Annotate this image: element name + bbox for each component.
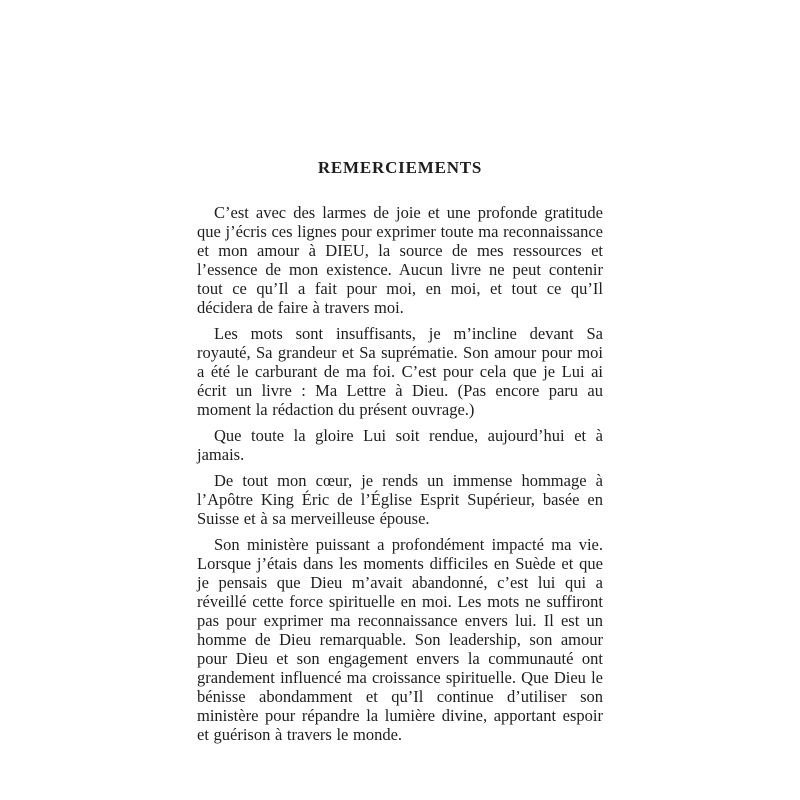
text-block [197,203,603,751]
paragraph-mots-insuffisants: Les mots sont insuffisants, je m’incline devant Sa royauté, Sa grandeur et Sa suprématie. Son amour pour moi a été le carburant de ma foi. C’est pour cela que je Lui ai écrit un livre : Ma Lettre à Dieu. (Pas encore paru au moment la rédaction du présent ouvrage.) [197,324,603,419]
paragraph-gratitude-dieu: C’est avec des larmes de joie et une profonde gratitude que j’écris ces lignes pour exprimer toute ma reconnaissance et mon amour à DIEU, la source de mes ressources et l’essence de mon existence. Aucun livre ne peut contenir tout ce qu’Il a fait pour moi, en moi, et tout ce qu’Il décidera de faire à travers moi. [197,203,603,317]
paragraph-ministere: Son ministère puissant a profondément impacté ma vie. Lorsque j’étais dans les moments difficiles en Suède et que je pensais que Dieu m’avait abandonné, c’est lui qui a réveillé cette force spirituelle en moi. Les mots ne suffiront pas pour exprimer ma reconnaissance envers lui. Il est un homme de Dieu remarquable. Son leadership, son amour pour Dieu et son engagement envers la communauté ont grandement influencé ma croissance spirituelle. Que Dieu le bénisse abondamment et qu’Il continue d’utiliser son ministère pour répandre la lumière divine, apportant espoir et guérison à travers le monde. [197,535,603,744]
paragraph-gloire: Que toute la gloire Lui soit rendue, aujourd’hui et à jamais. [197,426,603,464]
chapter-title: REMERCIEMENTS [317,158,483,177]
paragraph-hommage-apotre: De tout mon cœur, je rends un immense hommage à l’Apôtre King Éric de l’Église Esprit Supérieur, basée en Suisse et à sa merveilleuse épouse. [197,471,603,528]
